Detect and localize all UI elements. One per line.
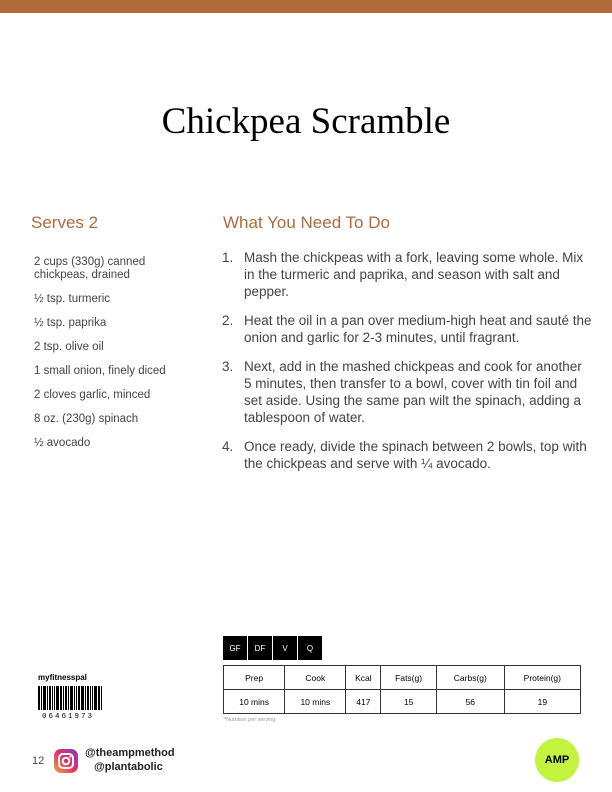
value-kcal: 417 bbox=[346, 690, 381, 714]
ingredient-item: ½ tsp. turmeric bbox=[34, 293, 111, 305]
nutrition-note: *Nutrition per serving bbox=[224, 717, 276, 723]
header-cook: Cook bbox=[285, 666, 346, 690]
header-carbs: Carbs(g) bbox=[436, 666, 504, 690]
ingredient-item: 2 cloves garlic, minced bbox=[34, 389, 151, 401]
tag-vegan: V bbox=[273, 636, 297, 660]
top-accent-bar bbox=[0, 0, 612, 13]
step-number: 3. bbox=[222, 359, 234, 374]
header-kcal: Kcal bbox=[346, 666, 381, 690]
ingredient-item: 1 small onion, finely diced bbox=[34, 365, 166, 377]
value-carbs: 56 bbox=[436, 690, 504, 714]
ingredient-item: ½ tsp. paprika bbox=[34, 317, 107, 329]
myfitnesspal-barcode-block[interactable] bbox=[38, 673, 118, 721]
value-fats: 15 bbox=[381, 690, 437, 714]
step-number: 1. bbox=[222, 250, 234, 265]
instagram-icon[interactable] bbox=[54, 749, 78, 773]
ingredient-item: 2 cups (330g) canned chickpeas, drained bbox=[34, 256, 146, 281]
ingredient-list bbox=[34, 256, 184, 461]
step-number: 2. bbox=[222, 313, 234, 328]
step-text: Heat the oil in a pan over medium-high heat and sauté the onion and garlic for 2-3 minutes, until fragrant. bbox=[244, 313, 592, 345]
header-prep: Prep bbox=[224, 666, 285, 690]
method-steps bbox=[222, 249, 592, 484]
myfitnesspal-label: myfitnesspal bbox=[38, 673, 87, 682]
diet-tags bbox=[223, 636, 323, 660]
method-step bbox=[222, 249, 592, 300]
value-prep: 10 mins bbox=[224, 690, 285, 714]
amp-logo: AMP bbox=[535, 738, 579, 782]
step-text: Next, add in the mashed chickpeas and cook for another 5 minutes, then transfer to a bowl, cover with tin foil and set aside. Using the same pan wilt the spinach, adding a tablespoon of water. bbox=[244, 359, 582, 425]
ingredient-item: 8 oz. (230g) spinach bbox=[34, 413, 139, 425]
handle-theampmethod[interactable]: @theampmethod bbox=[85, 747, 175, 759]
recipe-title: Chickpea Scramble bbox=[161, 101, 451, 142]
barcode-number: 06461973 bbox=[42, 713, 95, 721]
value-cook: 10 mins bbox=[285, 690, 346, 714]
nutrition-value-row bbox=[224, 690, 581, 714]
header-fats: Fats(g) bbox=[381, 666, 437, 690]
serves-heading: Serves 2 bbox=[31, 213, 99, 232]
method-step bbox=[222, 312, 592, 346]
step-text: Once ready, divide the spinach between 2 bowls, top with the chickpeas and serve with ¼ avocado. bbox=[244, 439, 587, 471]
social-handles[interactable] bbox=[85, 746, 175, 774]
nutrition-table bbox=[223, 665, 581, 714]
barcode-icon bbox=[38, 686, 118, 714]
method-heading: What You Need To Do bbox=[223, 213, 390, 232]
page-number: 12 bbox=[32, 755, 45, 767]
method-step bbox=[222, 438, 592, 472]
tag-quick: Q bbox=[298, 636, 322, 660]
handle-plantabolic[interactable]: @plantabolic bbox=[94, 761, 163, 773]
value-protein: 19 bbox=[504, 690, 580, 714]
header-protein: Protein(g) bbox=[504, 666, 580, 690]
ingredient-item: 2 tsp. olive oil bbox=[34, 341, 104, 353]
step-number: 4. bbox=[222, 439, 234, 454]
ingredient-item: ½ avocado bbox=[34, 437, 91, 449]
method-step bbox=[222, 358, 592, 426]
nutrition-header-row bbox=[224, 666, 581, 690]
tag-gluten-free: GF bbox=[223, 636, 247, 660]
tag-dairy-free: DF bbox=[248, 636, 272, 660]
step-text: Mash the chickpeas with a fork, leaving some whole. Mix in the turmeric and paprika, and season with salt and pepper. bbox=[244, 250, 584, 299]
